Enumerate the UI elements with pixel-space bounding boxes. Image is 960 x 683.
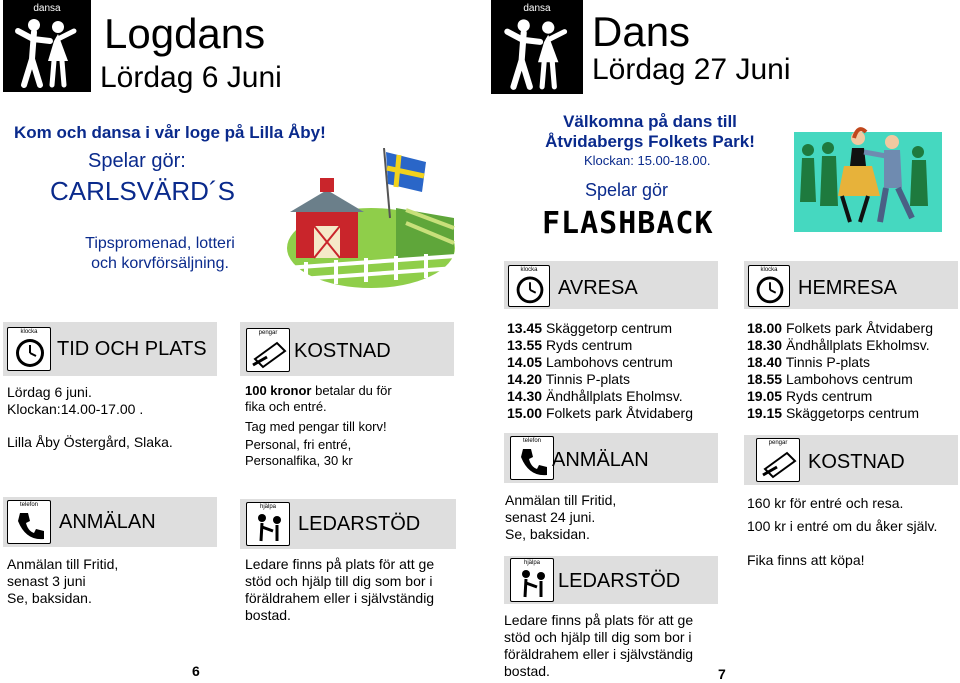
icon-label: pengar bbox=[768, 440, 788, 446]
clock-icon bbox=[508, 265, 550, 307]
anmalan-line: Se, baksidan. bbox=[7, 590, 92, 606]
hemresa-header-box bbox=[744, 261, 958, 309]
anmalan-header: ANMÄLAN bbox=[59, 511, 156, 533]
avresa-schedule bbox=[507, 320, 693, 422]
anmalan-header-box bbox=[3, 497, 217, 547]
left-title: Logdans bbox=[104, 10, 266, 57]
kostnad-text bbox=[245, 383, 392, 469]
right-title: Dans bbox=[592, 8, 691, 55]
logo-label: dansa bbox=[33, 3, 61, 14]
schedule-row: 14.05 Lambohovs centrum bbox=[507, 354, 673, 370]
schedule-row: 18.30 Ändhållplats Ekholmsv. bbox=[747, 337, 930, 353]
left-extras bbox=[60, 234, 260, 274]
kostnad-header-box bbox=[240, 322, 454, 376]
anmalan-line: Se, baksidan. bbox=[505, 526, 590, 542]
kostnad-header: KOSTNAD bbox=[808, 451, 905, 473]
anmalan-line: Anmälan till Fritid, bbox=[7, 556, 119, 572]
phone-icon bbox=[7, 500, 51, 544]
extra-line: och korvförsäljning. bbox=[91, 255, 229, 272]
phone-icon bbox=[510, 436, 554, 480]
ledar-header: LEDARSTÖD bbox=[558, 570, 681, 592]
kostnad-amount: 100 kronor bbox=[245, 383, 312, 398]
icon-label: klocka bbox=[760, 267, 778, 273]
clock-icon bbox=[748, 265, 790, 307]
schedule-row: 19.05 Ryds centrum bbox=[747, 388, 873, 404]
dancing-couple-illustration bbox=[794, 122, 942, 232]
schedule-row: 18.00 Folkets park Åtvidaberg bbox=[747, 320, 934, 336]
avresa-header: AVRESA bbox=[558, 277, 638, 299]
ledar-header-box bbox=[240, 499, 456, 549]
hemresa-header: HEMRESA bbox=[798, 277, 897, 299]
icon-label: telefon bbox=[522, 438, 541, 444]
dancing-couple-icon bbox=[492, 1, 584, 95]
icon-label: pengar bbox=[258, 330, 278, 336]
anmalan-text bbox=[505, 492, 616, 543]
hemresa-schedule bbox=[747, 320, 933, 422]
ledar-header-box bbox=[504, 556, 718, 604]
page-number: 7 bbox=[718, 666, 726, 682]
schedule-row: 15.00 Folkets park Åtvidaberg bbox=[507, 405, 694, 421]
right-welcome bbox=[510, 112, 790, 152]
schedule-row: 19.15 Skäggetorps centrum bbox=[747, 405, 920, 421]
money-icon bbox=[246, 328, 290, 372]
barn-flag-illustration bbox=[286, 148, 456, 288]
schedule-row: 18.55 Lambohovs centrum bbox=[747, 371, 913, 387]
kostnad-line: 160 kr för entré och resa. bbox=[747, 495, 904, 511]
kostnad-line: Fika finns att köpa! bbox=[747, 552, 865, 568]
ledar-line: Ledare finns på plats för att ge bbox=[245, 556, 435, 572]
helping-icon bbox=[246, 502, 290, 546]
anmalan-header: ANMÄLAN bbox=[552, 449, 649, 471]
tid-header: TID OCH PLATS bbox=[57, 338, 207, 360]
anmalan-line: Anmälan till Fritid, bbox=[505, 492, 617, 508]
tid-line: Klockan:14.00-17.00 . bbox=[7, 401, 144, 417]
dansa-logo bbox=[491, 0, 583, 94]
money-icon bbox=[756, 438, 800, 482]
kostnad-line: Tag med pengar till korv! bbox=[245, 419, 387, 434]
icon-label: hjälpa bbox=[259, 504, 276, 510]
kostnad-line: 100 kr i entré om du åker själv. bbox=[747, 518, 938, 534]
anmalan-header-box bbox=[504, 433, 718, 483]
icon-label: klocka bbox=[520, 267, 538, 273]
clock-icon bbox=[7, 327, 51, 371]
helping-icon bbox=[510, 558, 554, 602]
schedule-row: 14.30 Ändhållplats Eholmsv. bbox=[507, 388, 683, 404]
left-date: Lördag 6 Juni bbox=[100, 61, 282, 94]
schedule-row: 14.20 Tinnis P-plats bbox=[507, 371, 630, 387]
welcome-line: Välkomna på dans till bbox=[563, 112, 737, 131]
tid-header-box bbox=[3, 322, 217, 376]
anmalan-line: senast 3 juni bbox=[7, 573, 86, 589]
kostnad-line: Personal, fri entré, bbox=[245, 437, 352, 452]
ledar-line: bostad. bbox=[245, 607, 291, 623]
ledar-line: stöd och hjälp till dig som bor i bbox=[504, 629, 692, 645]
ledar-header: LEDARSTÖD bbox=[298, 513, 421, 535]
icon-label: klocka bbox=[20, 329, 38, 335]
anmalan-line: senast 24 juni. bbox=[505, 509, 596, 525]
schedule-row: 18.40 Tinnis P-plats bbox=[747, 354, 870, 370]
ledar-line: Ledare finns på plats för att ge bbox=[504, 612, 694, 628]
icon-label: telefon bbox=[19, 502, 38, 508]
dansa-logo bbox=[3, 0, 91, 92]
right-date: Lördag 27 Juni bbox=[592, 53, 791, 86]
right-time: Klockan: 15.00-18.00. bbox=[584, 153, 711, 168]
kostnad-line: fika och entré. bbox=[245, 399, 327, 414]
right-spelar-label: Spelar gör bbox=[585, 180, 669, 200]
schedule-row: 13.45 Skäggetorp centrum bbox=[507, 320, 673, 336]
extra-line: Tipspromenad, lotteri bbox=[85, 235, 235, 252]
ledar-text bbox=[504, 612, 693, 680]
kostnad-header: KOSTNAD bbox=[294, 340, 391, 362]
left-band: CARLSVÄRD´S bbox=[50, 176, 235, 206]
left-intro: Kom och dansa i vår loge på Lilla Åby! bbox=[14, 123, 326, 142]
right-band: FLASHBACK bbox=[542, 206, 714, 241]
ledar-line: föräldrahem eller i självständig bbox=[504, 646, 694, 662]
welcome-line: Åtvidabergs Folkets Park! bbox=[545, 132, 755, 151]
ledar-line: stöd och hjälp till dig som bor i bbox=[245, 573, 433, 589]
avresa-header-box bbox=[504, 261, 718, 309]
schedule-row: 13.55 Ryds centrum bbox=[507, 337, 633, 353]
kostnad-line: Personalfika, 30 kr bbox=[245, 453, 353, 468]
ledar-text bbox=[245, 556, 434, 624]
kostnad-header-box bbox=[744, 435, 958, 485]
page-number: 6 bbox=[192, 663, 200, 679]
ledar-line: bostad. bbox=[504, 663, 550, 679]
dancing-couple-icon bbox=[4, 1, 92, 93]
tid-line: Lilla Åby Östergård, Slaka. bbox=[7, 434, 173, 450]
ledar-line: föräldrahem eller i självständig bbox=[245, 590, 435, 606]
left-spelar-label: Spelar gör: bbox=[88, 150, 186, 172]
tid-line: Lördag 6 juni. bbox=[7, 384, 92, 400]
icon-label: hjälpa bbox=[523, 560, 540, 566]
kostnad-rest: betalar du för bbox=[311, 383, 392, 398]
logo-label: dansa bbox=[523, 3, 551, 14]
